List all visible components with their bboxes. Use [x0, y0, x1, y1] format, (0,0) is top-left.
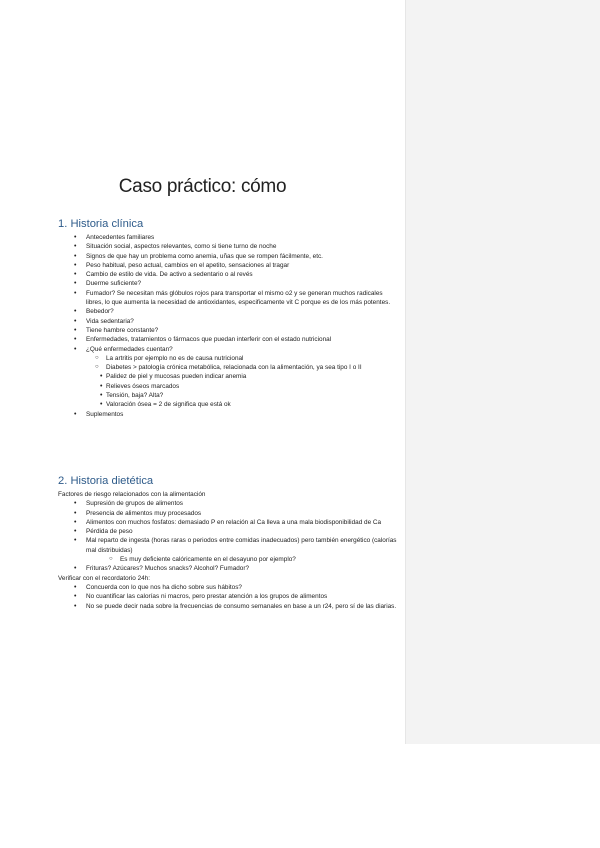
list-item: • Tiene hambre constante?: [58, 326, 400, 335]
bullet-list-factores-riesgo: [58, 499, 400, 573]
list-item: • Frituras? Azúcares? Muchos snacks? Alcohol? Fumador?: [58, 564, 400, 573]
list-item: • Suplementos: [58, 410, 400, 419]
list-item: • Vida sedentaria?: [58, 317, 400, 326]
list-item: • Alimentos con muchos fosfatos: demasiado P en relación al Ca lleva a una mala biodisponibilidad de Ca: [58, 518, 400, 527]
list-item: • Valoración ósea = 2 de significa que está ok: [58, 400, 400, 409]
list-item: • Tensión, baja? Alta?: [58, 391, 400, 400]
section-heading-historia-clinica: 1. Historia clínica: [58, 218, 144, 230]
page-title: Caso práctico: cómo: [118, 176, 287, 197]
section-heading-historia-dietetica: 2. Historia dietética: [58, 475, 154, 487]
list-item: • Duerme suficiente?: [58, 279, 400, 288]
list-item: • ¿Qué enfermedades cuentan?: [58, 345, 400, 354]
list-item: ○ Diabetes > patología crónica metabólica, relacionada con la alimentación, ya sea tipo I o II: [58, 363, 400, 372]
list-item: • Bebedor?: [58, 307, 400, 316]
list-item: • Relieves óseos marcados: [58, 382, 400, 391]
verify-label: Verificar con el recordatorio 24h:: [58, 574, 151, 582]
list-item: • Pérdida de peso: [58, 527, 400, 536]
list-item: • Fumador? Se necesitan más glóbulos rojos para transportar el mismo o2 y se generan muchos radicales libres, lo que aumenta la necesidad de antioxidantes, especificamente vit C porque es de los más potentes.: [58, 289, 400, 308]
comment-pane: [405, 0, 600, 744]
list-item: • No cuantificar las calorías ni macros, pero prestar atención a los grupos de alimentos: [58, 592, 400, 601]
list-item: ○ La artritis por ejemplo no es de causa nutricional: [58, 354, 400, 363]
list-item: • Peso habitual, peso actual, cambios en el apetito, sensaciones al tragar: [58, 261, 400, 270]
bullet-list-verificar: [58, 583, 400, 611]
list-item: • Concuerda con lo que nos ha dicho sobre sus hábitos?: [58, 583, 400, 592]
list-item: • Mal reparto de ingesta (horas raras o periodos entre comidas inadecuados) pero también energético (calorías mal distribuidas): [58, 536, 400, 555]
list-item: • Enfermedades, tratamientos o fármacos que puedan interferir con el estado nutricional: [58, 335, 400, 344]
list-item: • Situación social, aspectos relevantes, como si tiene turno de noche: [58, 242, 400, 251]
section-body-historia-clinica: [58, 233, 400, 419]
list-item: • No se puede decir nada sobre la frecuencias de consumo semanales en base a un r24, pero sí de las diarias.: [58, 602, 400, 611]
bullet-list-historia-clinica: [58, 233, 400, 419]
section-body-historia-dietetica: [58, 490, 400, 611]
list-item: • Palidez de piel y mucosas pueden indicar anemia: [58, 372, 400, 381]
list-item: • Presencia de alimentos muy procesados: [58, 509, 400, 518]
list-item: • Signos de que hay un problema como anemia, uñas que se rompen fácilmente, etc.: [58, 252, 400, 261]
list-item: • Antecedentes familiares: [58, 233, 400, 242]
section-intro: Factores de riesgo relacionados con la alimentación: [58, 491, 206, 498]
list-item: • Cambio de estilo de vida. De activo a sedentario o al revés: [58, 270, 400, 279]
list-item: ○ Es muy deficiente calóricamente en el desayuno por ejemplo?: [58, 555, 400, 564]
list-item: • Supresión de grupos de alimentos: [58, 499, 400, 508]
